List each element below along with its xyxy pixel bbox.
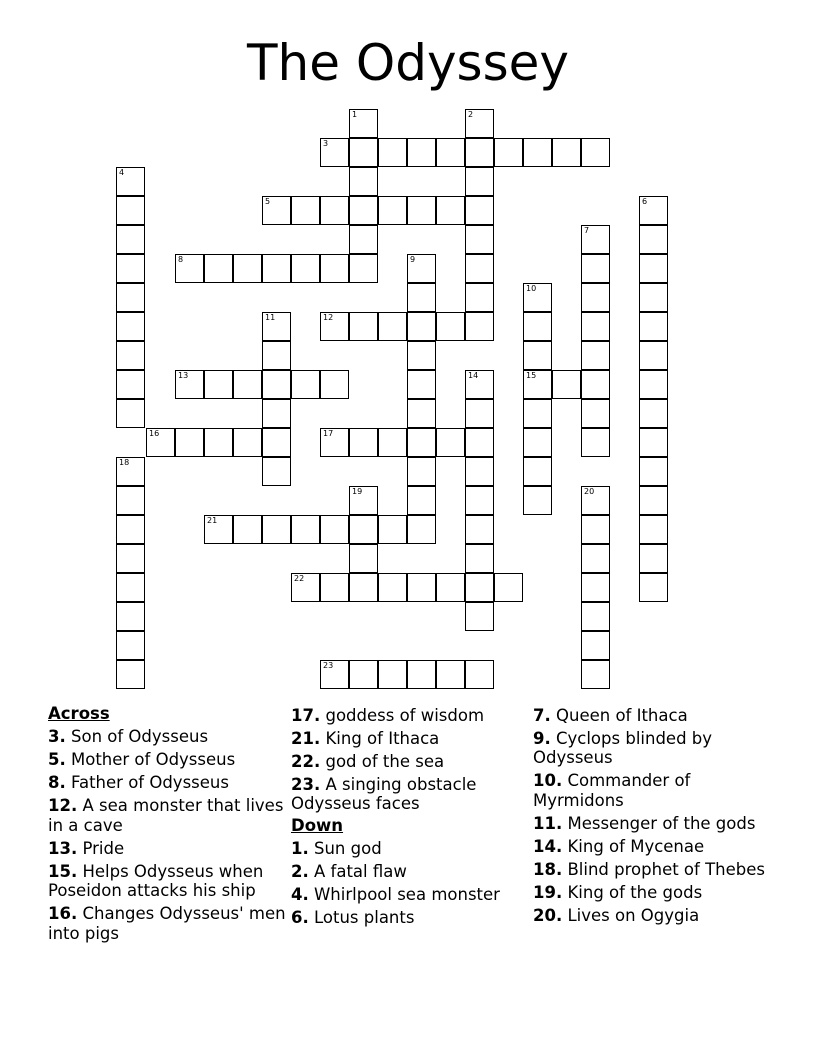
clue-number: 11. bbox=[533, 813, 563, 833]
grid-cell[interactable] bbox=[262, 341, 291, 370]
grid-cell[interactable] bbox=[349, 138, 378, 167]
cell-number: 18 bbox=[119, 458, 130, 467]
clue-number: 15. bbox=[48, 861, 78, 881]
grid-cell[interactable] bbox=[320, 428, 349, 457]
grid-cell[interactable] bbox=[581, 631, 610, 660]
grid-cell[interactable] bbox=[378, 196, 407, 225]
cell-number: 21 bbox=[207, 516, 218, 525]
clue-number: 14. bbox=[533, 836, 563, 856]
grid-cell[interactable] bbox=[204, 515, 233, 544]
clue-number: 1. bbox=[291, 838, 309, 858]
clue-item bbox=[291, 775, 531, 814]
grid-cell[interactable] bbox=[581, 486, 610, 515]
grid-cell[interactable] bbox=[639, 573, 668, 602]
grid-cell[interactable] bbox=[407, 457, 436, 486]
clue-item bbox=[533, 814, 773, 834]
grid-cell[interactable] bbox=[465, 573, 494, 602]
grid-cell[interactable] bbox=[204, 370, 233, 399]
grid-cell[interactable] bbox=[523, 399, 552, 428]
down-heading: Down bbox=[291, 815, 344, 835]
clue-number: 13. bbox=[48, 838, 78, 858]
grid-cell[interactable] bbox=[523, 457, 552, 486]
across-heading: Across bbox=[48, 704, 110, 723]
grid-cell[interactable] bbox=[639, 254, 668, 283]
clue-text: A singing obstacle Odysseus faces bbox=[291, 774, 477, 813]
clue-number: 17. bbox=[291, 705, 321, 725]
grid-cell[interactable] bbox=[465, 312, 494, 341]
grid-cell[interactable] bbox=[581, 254, 610, 283]
grid-cell[interactable] bbox=[175, 254, 204, 283]
grid-cell[interactable] bbox=[581, 544, 610, 573]
grid-cell[interactable] bbox=[291, 254, 320, 283]
grid-cell[interactable] bbox=[407, 370, 436, 399]
clue-text: Son of Odysseus bbox=[65, 727, 209, 746]
grid-cell[interactable] bbox=[581, 370, 610, 399]
grid-cell[interactable] bbox=[116, 196, 145, 225]
grid-cell[interactable] bbox=[116, 399, 145, 428]
clue-number: 16. bbox=[48, 904, 78, 923]
grid-cell[interactable] bbox=[465, 544, 494, 573]
cell-number: 1 bbox=[352, 110, 358, 119]
clue-item bbox=[533, 906, 773, 926]
grid-cell[interactable] bbox=[349, 167, 378, 196]
grid-cell[interactable] bbox=[465, 109, 494, 138]
grid-cell[interactable] bbox=[116, 457, 145, 486]
grid-cell[interactable] bbox=[436, 428, 465, 457]
grid-cell[interactable] bbox=[552, 138, 581, 167]
grid-cell[interactable] bbox=[233, 254, 262, 283]
grid-cell[interactable] bbox=[116, 341, 145, 370]
clue-item bbox=[291, 839, 531, 859]
clues-column-1 bbox=[48, 702, 288, 943]
grid-cell[interactable] bbox=[465, 225, 494, 254]
cell-number: 16 bbox=[149, 429, 160, 438]
grid-cell[interactable] bbox=[116, 225, 145, 254]
cell-number: 4 bbox=[119, 168, 125, 177]
clue-text: A sea monster that lives in a cave bbox=[48, 796, 284, 835]
cell-number: 6 bbox=[642, 197, 648, 206]
grid-cell[interactable] bbox=[378, 573, 407, 602]
grid-cell[interactable] bbox=[465, 254, 494, 283]
grid-cell[interactable] bbox=[639, 544, 668, 573]
clue-text: Whirlpool sea monster bbox=[308, 884, 500, 904]
grid-cell[interactable] bbox=[407, 660, 436, 689]
grid-cell[interactable] bbox=[320, 196, 349, 225]
cell-number: 7 bbox=[584, 226, 590, 235]
clue-text: Queen of Ithaca bbox=[550, 705, 688, 725]
grid-cell[interactable] bbox=[465, 167, 494, 196]
grid-cell[interactable] bbox=[291, 196, 320, 225]
grid-cell[interactable] bbox=[146, 428, 175, 457]
grid-cell[interactable] bbox=[436, 196, 465, 225]
clue-item bbox=[48, 839, 288, 859]
grid-cell[interactable] bbox=[436, 312, 465, 341]
clue-text: Messenger of the gods bbox=[562, 813, 756, 833]
grid-cell[interactable] bbox=[116, 167, 145, 196]
grid-cell[interactable] bbox=[262, 254, 291, 283]
page-title: The Odyssey bbox=[246, 34, 570, 92]
cell-number: 22 bbox=[294, 574, 305, 583]
grid-cell[interactable] bbox=[639, 341, 668, 370]
grid-cell[interactable] bbox=[116, 602, 145, 631]
grid-cell[interactable] bbox=[581, 283, 610, 312]
grid-cell[interactable] bbox=[639, 399, 668, 428]
grid-cell[interactable] bbox=[262, 196, 291, 225]
grid-cell[interactable] bbox=[349, 109, 378, 138]
grid-cell[interactable] bbox=[407, 283, 436, 312]
grid-cell[interactable] bbox=[407, 196, 436, 225]
grid-cell[interactable] bbox=[175, 428, 204, 457]
grid-cell[interactable] bbox=[291, 515, 320, 544]
grid-cell[interactable] bbox=[320, 370, 349, 399]
clue-item bbox=[48, 796, 288, 835]
grid-cell[interactable] bbox=[233, 515, 262, 544]
grid-cell[interactable] bbox=[116, 573, 145, 602]
clue-item bbox=[533, 771, 773, 810]
cell-number: 23 bbox=[323, 661, 334, 670]
clue-item bbox=[291, 729, 531, 749]
grid-cell[interactable] bbox=[552, 370, 581, 399]
grid-cell[interactable] bbox=[465, 457, 494, 486]
clue-text: Father of Odysseus bbox=[65, 773, 229, 792]
cell-number: 8 bbox=[178, 255, 184, 264]
grid-cell[interactable] bbox=[233, 370, 262, 399]
cell-number: 12 bbox=[323, 313, 334, 322]
grid-cell[interactable] bbox=[407, 138, 436, 167]
grid-cell[interactable] bbox=[262, 457, 291, 486]
grid-cell[interactable] bbox=[523, 486, 552, 515]
clue-item bbox=[48, 862, 288, 901]
clue-item bbox=[291, 885, 531, 905]
grid-cell[interactable] bbox=[465, 370, 494, 399]
grid-cell[interactable] bbox=[320, 660, 349, 689]
clue-item bbox=[533, 729, 773, 768]
grid-cell[interactable] bbox=[291, 573, 320, 602]
grid-cell[interactable] bbox=[320, 515, 349, 544]
clue-number: 21. bbox=[291, 728, 321, 748]
clue-text: Pride bbox=[77, 838, 125, 858]
clue-number: 8. bbox=[48, 773, 66, 792]
grid-cell[interactable] bbox=[349, 515, 378, 544]
grid-cell[interactable] bbox=[116, 312, 145, 341]
grid-cell[interactable] bbox=[581, 573, 610, 602]
clue-item bbox=[48, 904, 288, 943]
grid-cell[interactable] bbox=[523, 138, 552, 167]
grid-cell[interactable] bbox=[465, 602, 494, 631]
clue-number: 4. bbox=[291, 884, 309, 904]
grid-cell[interactable] bbox=[465, 196, 494, 225]
cell-number: 13 bbox=[178, 371, 189, 380]
grid-cell[interactable] bbox=[291, 370, 320, 399]
clue-item bbox=[533, 860, 773, 880]
cell-number: 19 bbox=[352, 487, 363, 496]
grid-cell[interactable] bbox=[465, 138, 494, 167]
cell-number: 2 bbox=[468, 110, 474, 119]
grid-cell[interactable] bbox=[262, 370, 291, 399]
cell-number: 5 bbox=[265, 197, 271, 206]
clues-column-2 bbox=[291, 702, 531, 927]
grid-cell[interactable] bbox=[204, 254, 233, 283]
grid-cell[interactable] bbox=[581, 428, 610, 457]
clue-number: 19. bbox=[533, 882, 563, 902]
grid-cell[interactable] bbox=[349, 486, 378, 515]
grid-cell[interactable] bbox=[523, 312, 552, 341]
clue-number: 2. bbox=[291, 861, 309, 881]
grid-cell[interactable] bbox=[639, 312, 668, 341]
cell-number: 14 bbox=[468, 371, 479, 380]
clue-text: goddess of wisdom bbox=[320, 705, 485, 725]
grid-cell[interactable] bbox=[581, 312, 610, 341]
grid-cell[interactable] bbox=[378, 660, 407, 689]
grid-cell[interactable] bbox=[262, 428, 291, 457]
grid-cell[interactable] bbox=[465, 515, 494, 544]
clue-text: Sun god bbox=[308, 838, 382, 858]
grid-cell[interactable] bbox=[349, 573, 378, 602]
grid-cell[interactable] bbox=[581, 602, 610, 631]
grid-cell[interactable] bbox=[378, 515, 407, 544]
clue-item bbox=[291, 862, 531, 882]
grid-cell[interactable] bbox=[436, 660, 465, 689]
grid-cell[interactable] bbox=[349, 660, 378, 689]
cell-number: 11 bbox=[265, 313, 276, 322]
clue-number: 3. bbox=[48, 727, 66, 746]
grid-cell[interactable] bbox=[465, 399, 494, 428]
clue-item bbox=[48, 727, 288, 747]
grid-cell[interactable] bbox=[639, 225, 668, 254]
grid-cell[interactable] bbox=[407, 399, 436, 428]
grid-cell[interactable] bbox=[175, 370, 204, 399]
grid-cell[interactable] bbox=[116, 631, 145, 660]
clue-text: King of Ithaca bbox=[320, 728, 440, 748]
grid-cell[interactable] bbox=[349, 312, 378, 341]
grid-cell[interactable] bbox=[523, 283, 552, 312]
grid-cell[interactable] bbox=[407, 515, 436, 544]
grid-cell[interactable] bbox=[581, 341, 610, 370]
grid-cell[interactable] bbox=[581, 660, 610, 689]
grid-cell[interactable] bbox=[320, 573, 349, 602]
grid-cell[interactable] bbox=[581, 225, 610, 254]
grid-cell[interactable] bbox=[581, 399, 610, 428]
clue-item bbox=[533, 837, 773, 857]
clue-text: Changes Odysseus' men into pigs bbox=[48, 904, 286, 943]
grid-cell[interactable] bbox=[349, 254, 378, 283]
grid-cell[interactable] bbox=[639, 457, 668, 486]
clue-text: King of Mycenae bbox=[562, 836, 705, 856]
clue-text: Mother of Odysseus bbox=[65, 750, 236, 769]
grid-cell[interactable] bbox=[581, 515, 610, 544]
grid-cell[interactable] bbox=[116, 544, 145, 573]
grid-cell[interactable] bbox=[378, 312, 407, 341]
grid-cell[interactable] bbox=[581, 138, 610, 167]
clue-number: 20. bbox=[533, 905, 563, 925]
grid-cell[interactable] bbox=[262, 399, 291, 428]
clue-text: King of the gods bbox=[562, 882, 703, 902]
clue-text: Blind prophet of Thebes bbox=[562, 859, 765, 879]
grid-cell[interactable] bbox=[233, 428, 262, 457]
grid-cell[interactable] bbox=[436, 138, 465, 167]
clue-item bbox=[533, 706, 773, 726]
clue-text: Lives on Ogygia bbox=[562, 905, 700, 925]
grid-cell[interactable] bbox=[639, 196, 668, 225]
grid-cell[interactable] bbox=[465, 660, 494, 689]
grid-cell[interactable] bbox=[262, 515, 291, 544]
clue-number: 12. bbox=[48, 796, 78, 815]
grid-cell[interactable] bbox=[494, 138, 523, 167]
cell-number: 15 bbox=[526, 371, 537, 380]
grid-cell[interactable] bbox=[116, 486, 145, 515]
grid-cell[interactable] bbox=[116, 660, 145, 689]
cell-number: 20 bbox=[584, 487, 595, 496]
grid-cell[interactable] bbox=[320, 312, 349, 341]
grid-cell[interactable] bbox=[349, 196, 378, 225]
grid-cell[interactable] bbox=[407, 254, 436, 283]
clue-item bbox=[48, 773, 288, 793]
clue-item bbox=[533, 883, 773, 903]
clue-number: 10. bbox=[533, 771, 563, 790]
grid-cell[interactable] bbox=[116, 370, 145, 399]
grid-cell[interactable] bbox=[116, 515, 145, 544]
grid-cell[interactable] bbox=[349, 428, 378, 457]
clue-text: A fatal flaw bbox=[308, 861, 407, 881]
grid-cell[interactable] bbox=[407, 341, 436, 370]
clue-number: 22. bbox=[291, 751, 321, 771]
grid-cell[interactable] bbox=[465, 283, 494, 312]
clue-item bbox=[291, 908, 531, 928]
clue-number: 5. bbox=[48, 750, 66, 769]
cell-number: 10 bbox=[526, 284, 537, 293]
grid-cell[interactable] bbox=[407, 312, 436, 341]
grid-cell[interactable] bbox=[320, 254, 349, 283]
grid-cell[interactable] bbox=[436, 573, 465, 602]
cell-number: 17 bbox=[323, 429, 334, 438]
grid-cell[interactable] bbox=[494, 573, 523, 602]
grid-cell[interactable] bbox=[116, 254, 145, 283]
cell-number: 9 bbox=[410, 255, 416, 264]
grid-cell[interactable] bbox=[349, 544, 378, 573]
clue-text: god of the sea bbox=[320, 751, 445, 771]
grid-cell[interactable] bbox=[378, 138, 407, 167]
grid-cell[interactable] bbox=[639, 428, 668, 457]
clue-number: 18. bbox=[533, 859, 563, 879]
grid-cell[interactable] bbox=[378, 428, 407, 457]
clue-number: 23. bbox=[291, 774, 321, 794]
clue-text: Lotus plants bbox=[308, 907, 415, 927]
clue-text: Cyclops blinded by Odysseus bbox=[533, 728, 713, 767]
grid-cell[interactable] bbox=[465, 486, 494, 515]
clue-text: Helps Odysseus when Poseidon attacks his ship bbox=[48, 861, 264, 900]
grid-cell[interactable] bbox=[639, 283, 668, 312]
clue-text: Commander of Myrmidons bbox=[533, 771, 691, 810]
grid-cell[interactable] bbox=[523, 341, 552, 370]
grid-cell[interactable] bbox=[465, 428, 494, 457]
grid-cell[interactable] bbox=[639, 486, 668, 515]
clues-column-3 bbox=[533, 702, 773, 925]
grid-cell[interactable] bbox=[116, 283, 145, 312]
clue-number: 6. bbox=[291, 907, 309, 927]
grid-cell[interactable] bbox=[407, 428, 436, 457]
grid-cell[interactable] bbox=[639, 515, 668, 544]
clue-number: 9. bbox=[533, 728, 551, 748]
clue-number: 7. bbox=[533, 705, 551, 725]
grid-cell[interactable] bbox=[204, 428, 233, 457]
clue-item bbox=[291, 706, 531, 726]
grid-cell[interactable] bbox=[639, 370, 668, 399]
clue-item bbox=[48, 750, 288, 770]
grid-cell[interactable] bbox=[523, 428, 552, 457]
grid-cell[interactable] bbox=[523, 370, 552, 399]
clue-item bbox=[291, 752, 531, 772]
grid-cell[interactable] bbox=[349, 225, 378, 254]
grid-cell[interactable] bbox=[262, 312, 291, 341]
grid-cell[interactable] bbox=[407, 486, 436, 515]
grid-cell[interactable] bbox=[407, 573, 436, 602]
cell-number: 3 bbox=[323, 139, 329, 148]
grid-cell[interactable] bbox=[320, 138, 349, 167]
